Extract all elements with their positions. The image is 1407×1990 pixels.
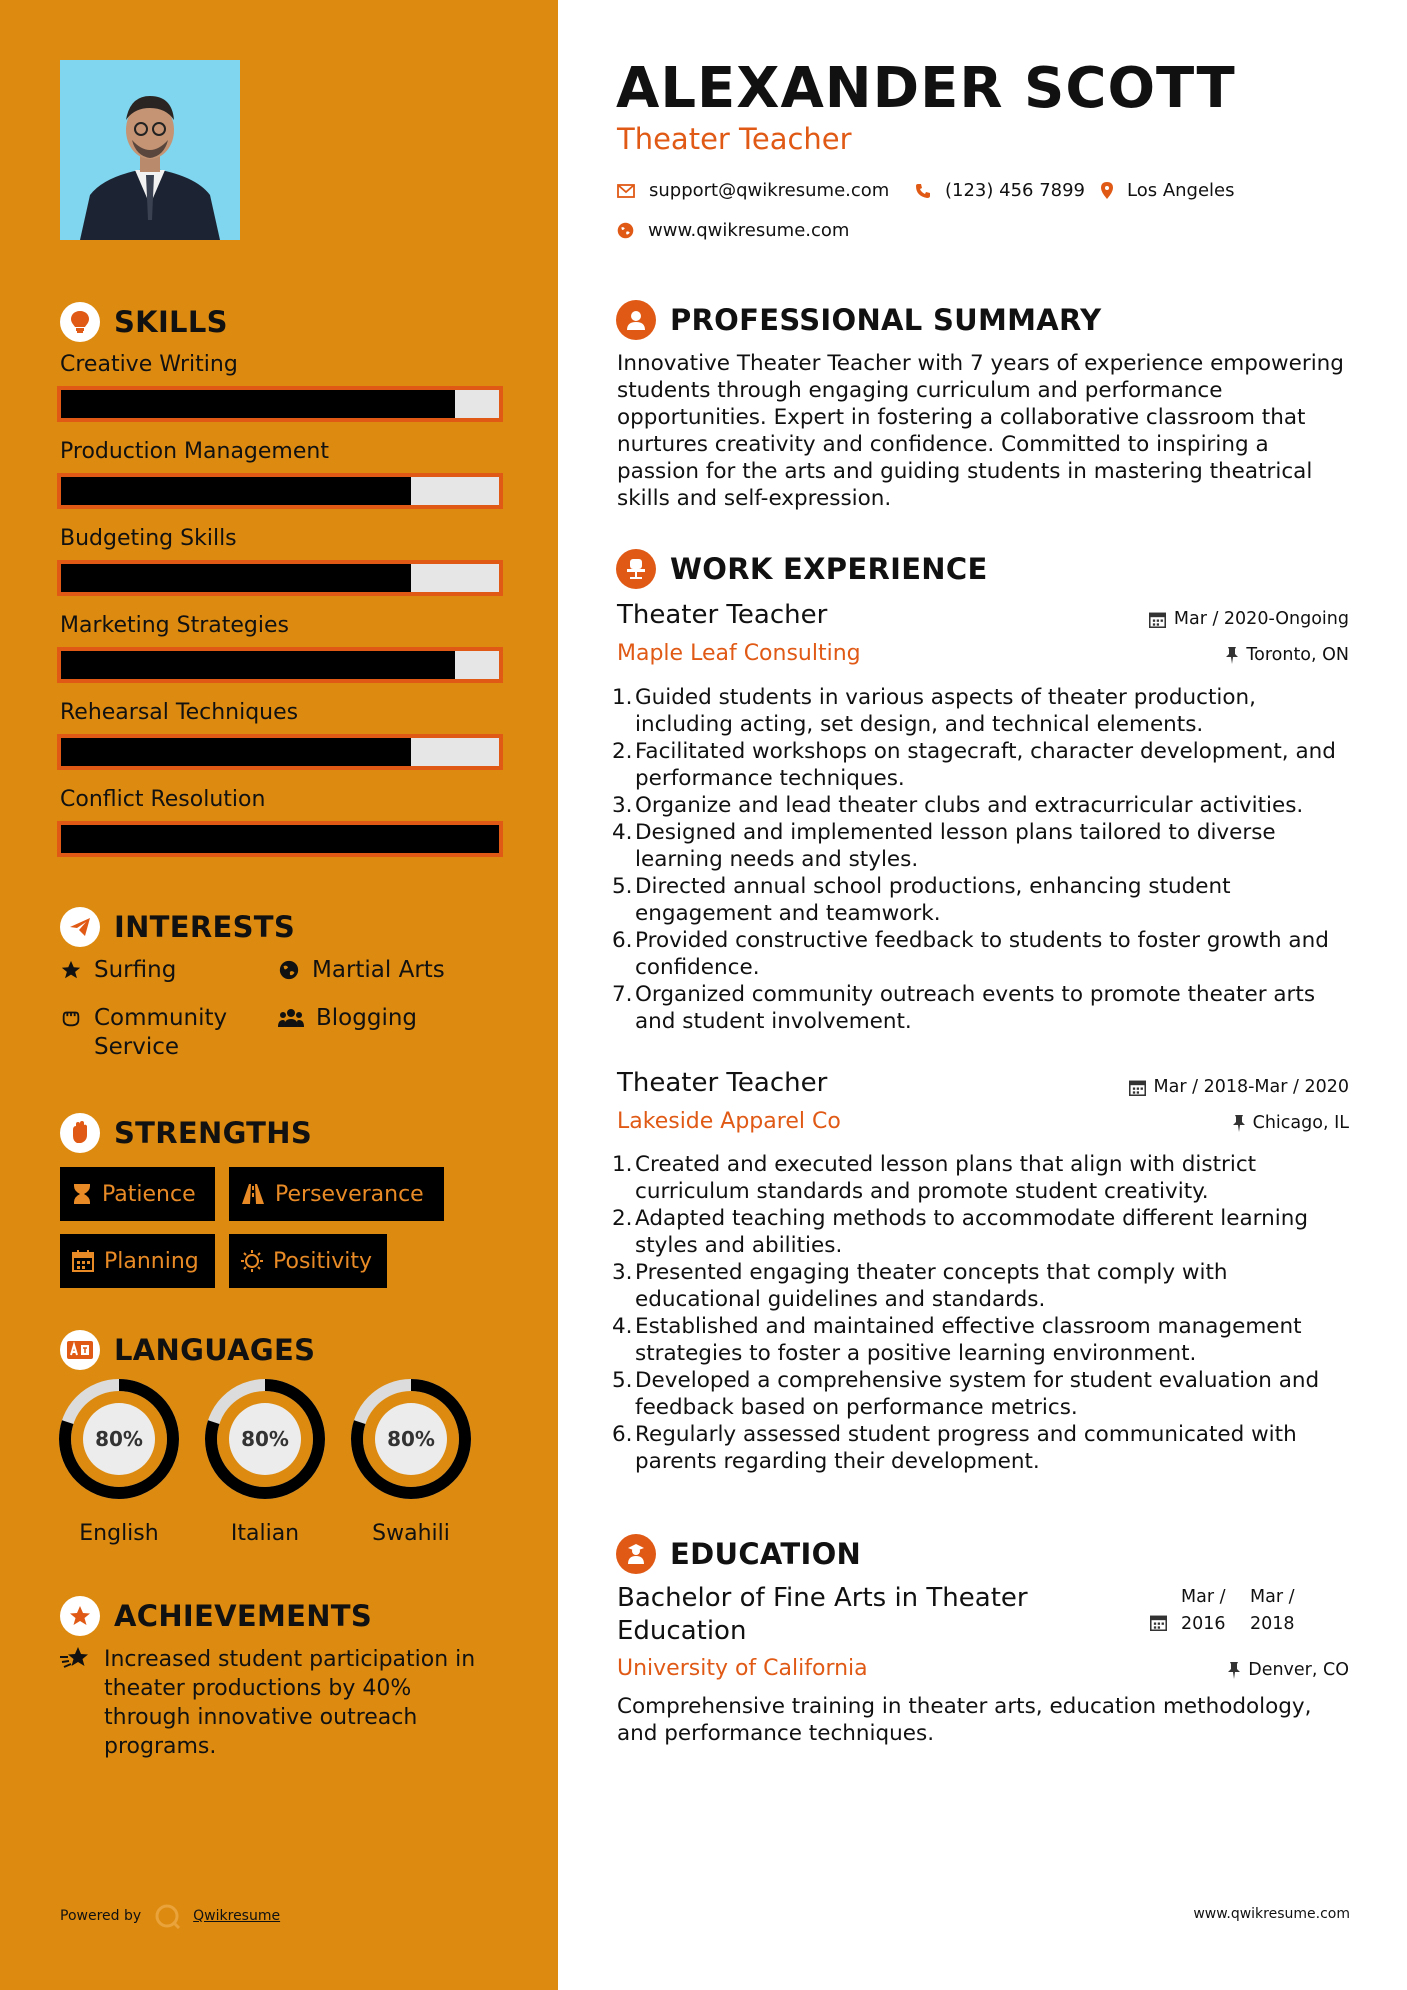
skill-name: Production Management	[60, 439, 329, 464]
summary-title: PROFESSIONAL SUMMARY	[670, 303, 1102, 337]
powered-by	[60, 1902, 280, 1930]
job-location	[1226, 645, 1349, 665]
list-item: 7. Organized community outreach events to promote theater arts and student involvement.	[612, 982, 1316, 1034]
calendar-icon	[72, 1250, 94, 1272]
language-percent: 80%	[387, 1427, 435, 1451]
achievement-text: Increased student participation in theater productions by 40% through innovative outreach programs.	[104, 1647, 476, 1759]
list-item: 1. Created and executed lesson plans that align with district curriculum standards and promote student creativity.	[612, 1152, 1257, 1204]
language-progress-ring	[203, 1377, 327, 1501]
achievement-star-icon	[60, 1596, 100, 1636]
strength-label: Perseverance	[275, 1181, 424, 1207]
experience-heading	[616, 549, 988, 589]
calendar-icon	[1129, 1079, 1146, 1096]
skill-bar-fill	[61, 564, 411, 592]
list-item: 1. Guided students in various aspects of theater production, including acting, set design, and technical elements.	[612, 685, 1256, 737]
skill-bar-fill	[61, 651, 455, 679]
education-location	[1228, 1660, 1349, 1680]
languages-heading	[60, 1330, 315, 1370]
skill-bar	[57, 734, 503, 770]
education-location-text: Denver, CO	[1248, 1660, 1349, 1680]
sidebar	[0, 0, 558, 1990]
job-dates-text: Mar / 2018-Mar / 2020	[1153, 1077, 1349, 1097]
phone-icon	[915, 183, 931, 199]
language-percent: 80%	[241, 1427, 289, 1451]
language-name: Italian	[230, 1521, 300, 1546]
users-icon	[278, 1007, 304, 1029]
job-location	[1233, 1113, 1349, 1133]
location-text: Los Angeles	[1127, 180, 1235, 201]
strength-badge	[229, 1234, 387, 1288]
education-dates	[1150, 1584, 1305, 1638]
strength-label: Planning	[104, 1248, 199, 1274]
strength-badge	[60, 1234, 215, 1288]
skills-title: SKILLS	[114, 305, 228, 339]
language-name: English	[79, 1521, 159, 1546]
candidate-title: Theater Teacher	[617, 122, 852, 156]
pushpin-icon	[1233, 1115, 1245, 1132]
skill-bar	[57, 560, 503, 596]
list-item: 5. Directed annual school productions, enhancing student engagement and teamwork.	[612, 874, 1231, 926]
skill-bar	[57, 473, 503, 509]
interest-label: Surfing	[94, 957, 177, 983]
language-percent: 80%	[95, 1427, 143, 1451]
strength-label: Positivity	[273, 1248, 373, 1274]
calendar-icon	[1150, 1614, 1167, 1631]
skill-bar-fill	[61, 390, 455, 418]
list-item: 4. Designed and implemented lesson plans tailored to diverse learning needs and styles.	[612, 820, 1276, 872]
achievements-title: ACHIEVEMENTS	[114, 1599, 373, 1633]
skills-heading	[60, 302, 228, 342]
qwikresume-logo-icon	[153, 1902, 181, 1930]
education-description: Comprehensive training in theater arts, education methodology, and performance techniques.	[617, 1694, 1312, 1746]
paper-plane-icon	[60, 907, 100, 947]
job-duties-list	[612, 684, 1357, 1035]
language-name: Swahili	[372, 1521, 450, 1546]
experience-title: WORK EXPERIENCE	[670, 552, 988, 586]
job-dates	[1129, 1077, 1349, 1097]
skill-name: Rehearsal Techniques	[60, 700, 299, 725]
strength-label: Patience	[102, 1181, 196, 1207]
globe-icon	[278, 959, 300, 981]
website-text: www.qwikresume.com	[648, 220, 850, 241]
education-title: EDUCATION	[670, 1537, 862, 1571]
skill-bar-fill	[61, 477, 411, 505]
education-school: University of California	[617, 1656, 868, 1681]
envelope-icon	[617, 184, 635, 198]
list-item: 5. Developed a comprehensive system for student evaluation and feedback based on performance metrics.	[612, 1368, 1320, 1420]
job-company: Maple Leaf Consulting	[617, 641, 861, 666]
achievements-heading	[60, 1596, 372, 1636]
interest-item	[278, 1004, 417, 1033]
strength-badge	[60, 1167, 215, 1221]
skill-name: Marketing Strategies	[60, 613, 289, 638]
hand-icon	[60, 1007, 82, 1029]
interest-label: Community Service	[94, 1005, 228, 1060]
education-start: Mar / 2016	[1181, 1587, 1226, 1634]
skill-bar-fill	[61, 825, 499, 853]
calendar-icon	[1149, 611, 1166, 628]
job-role: Theater Teacher	[617, 600, 828, 630]
profile-photo	[60, 60, 240, 240]
skill-name: Budgeting Skills	[60, 526, 237, 551]
footer-website[interactable]: www.qwikresume.com	[1193, 1906, 1350, 1922]
lightbulb-icon	[60, 302, 100, 342]
summary-text: Innovative Theater Teacher with 7 years of experience empowering students through engaging curriculum and performance opportunities. Expert in fostering a collaborative classroom that nurtures creativity and confidence. Committed to inspiring a passion for the arts and guiding students in mastering theatrical skills and self-expression.	[617, 351, 1344, 511]
summary-heading	[616, 300, 1101, 340]
interest-label: Martial Arts	[312, 957, 445, 983]
education-heading	[616, 1534, 861, 1574]
interests-heading	[60, 907, 295, 947]
education-degree: Bachelor of Fine Arts in Theater Education	[617, 1583, 1028, 1646]
strength-badge	[229, 1167, 444, 1221]
job-role: Theater Teacher	[617, 1068, 828, 1098]
pushpin-icon	[1228, 1662, 1240, 1679]
contact-location	[1101, 180, 1235, 201]
achievement-item	[60, 1645, 504, 1761]
list-item: 6. Regularly assessed student progress and communicated with parents regarding their development.	[612, 1422, 1297, 1474]
job-dates-text: Mar / 2020-Ongoing	[1173, 609, 1349, 629]
powered-by-label: Powered by	[60, 1908, 142, 1924]
candidate-name: ALEXANDER SCOTT	[616, 56, 1236, 121]
shooting-star-icon	[60, 1645, 92, 1671]
skill-bar	[57, 647, 503, 683]
language-item	[203, 1377, 327, 1546]
language-progress-ring	[57, 1377, 181, 1501]
language-item	[57, 1377, 181, 1546]
interest-item	[60, 1004, 260, 1062]
sun-icon	[241, 1250, 263, 1272]
list-item: 6. Provided constructive feedback to students to foster growth and confidence.	[612, 928, 1329, 980]
contact-phone[interactable]	[915, 180, 1085, 201]
graduate-icon	[616, 1534, 656, 1574]
list-item: 4. Established and maintained effective classroom management strategies to foster a positive learning environment.	[612, 1314, 1302, 1366]
skill-name: Conflict Resolution	[60, 787, 266, 812]
skill-bar	[57, 821, 503, 857]
job-location-text: Toronto, ON	[1246, 645, 1349, 665]
job-company: Lakeside Apparel Co	[617, 1109, 841, 1134]
globe-icon	[617, 222, 634, 239]
contact-website[interactable]	[617, 220, 849, 241]
list-item: 2. Adapted teaching methods to accommodate different learning styles and abilities.	[612, 1206, 1308, 1258]
interest-item	[60, 956, 176, 985]
interest-label: Blogging	[316, 1005, 418, 1031]
list-item: 3. Presented engaging theater concepts that comply with educational guidelines and standards.	[612, 1260, 1228, 1312]
road-icon	[241, 1183, 265, 1205]
star-icon	[60, 959, 82, 981]
language-progress-ring	[349, 1377, 473, 1501]
skill-bar-fill	[61, 738, 411, 766]
interests-title: INTERESTS	[114, 910, 296, 944]
job-location-text: Chicago, IL	[1252, 1113, 1349, 1133]
strengths-heading	[60, 1113, 312, 1153]
list-item: 2. Facilitated workshops on stagecraft, character development, and performance techniques.	[612, 739, 1336, 791]
job-dates	[1149, 609, 1349, 629]
qwikresume-link[interactable]: Qwikresume	[193, 1908, 281, 1924]
contact-email[interactable]	[617, 180, 889, 201]
languages-title: LANGUAGES	[114, 1333, 316, 1367]
language-item	[349, 1377, 473, 1546]
pushpin-icon	[1226, 647, 1238, 664]
hourglass-icon	[72, 1183, 92, 1205]
list-item: 3. Organize and lead theater clubs and extracurricular activities.	[612, 793, 1304, 818]
strengths-title: STRENGTHS	[114, 1116, 313, 1150]
phone-text: (123) 456 7899	[945, 180, 1086, 201]
email-text: support@qwikresume.com	[649, 180, 890, 201]
interest-item	[278, 956, 445, 985]
skill-name: Creative Writing	[60, 352, 238, 377]
language-icon	[60, 1330, 100, 1370]
job-duties-list	[612, 1151, 1357, 1475]
map-pin-icon	[1101, 182, 1113, 199]
user-icon	[616, 300, 656, 340]
education-end: Mar / 2018	[1250, 1587, 1295, 1634]
fist-icon	[60, 1113, 100, 1153]
skill-bar	[57, 386, 503, 422]
chair-icon	[616, 549, 656, 589]
